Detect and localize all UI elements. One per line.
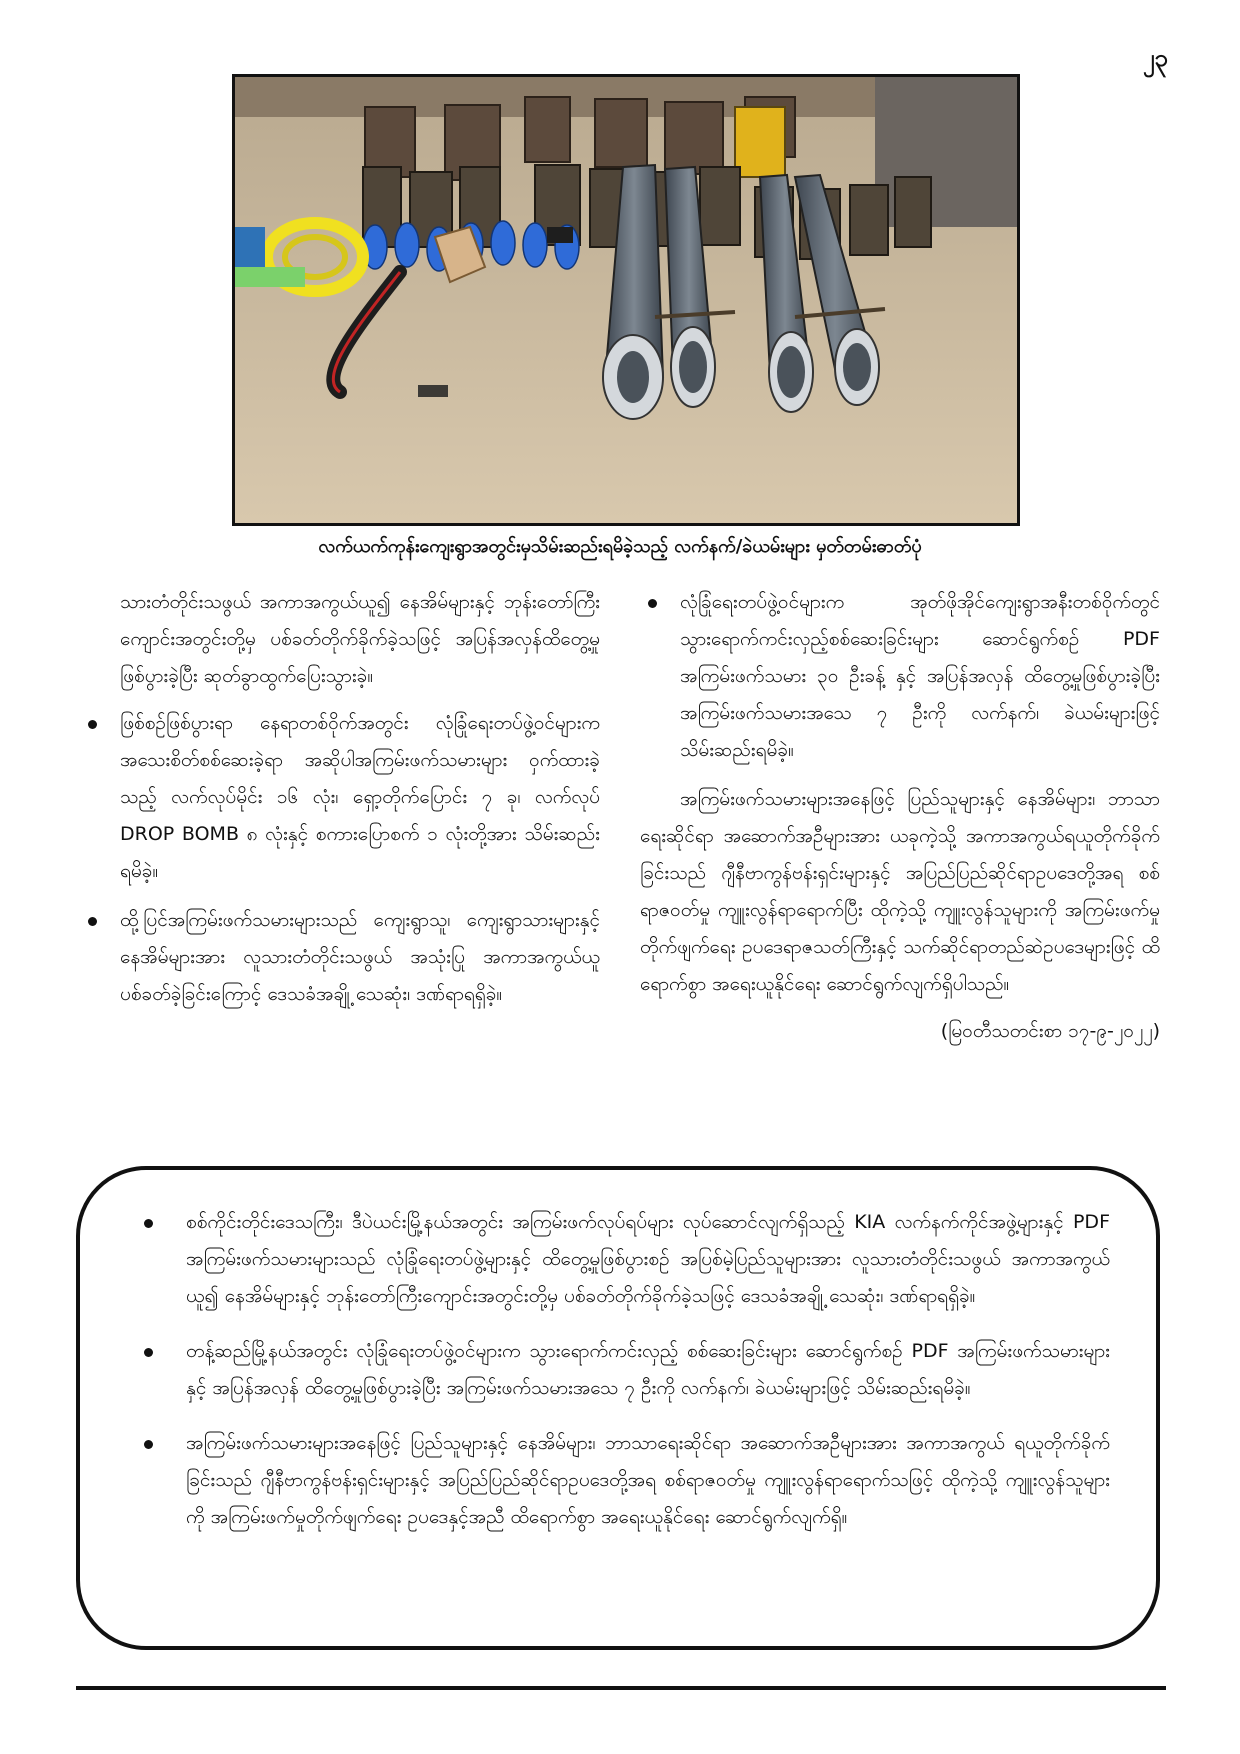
bullet-icon	[88, 720, 97, 729]
left-column	[80, 584, 600, 1025]
bullet-item	[80, 705, 600, 890]
summary-box	[76, 1166, 1160, 1650]
summary-bullet	[138, 1425, 1110, 1536]
summary-bullet	[138, 1204, 1110, 1315]
bullet-icon	[88, 917, 97, 926]
photo-seized-weapons-icon	[235, 77, 1017, 523]
bullet-item	[80, 902, 600, 1013]
bullet-text: ထို့ပြင်အကြမ်းဖက်သမားများသည် ကျေးရွာသူ၊ ကျေးရွာသားများနှင့် နေအိမ်များအား လူသားတံတိုင်းသဖွယ် အသုံးပြု အကာအကွယ်ယူပစ်ခတ်ခဲ့ခြင်းကြောင့် ဒေသခံအချို့ သေဆုံး၊ ဒဏ်ရာရရှိခဲ့။	[120, 909, 600, 1005]
bullet-item	[640, 584, 1160, 769]
seized-weapons-photo	[232, 74, 1020, 526]
summary-bullet-text: တန့်ဆည်မြို့နယ်အတွင်း လုံခြုံရေးတပ်ဖွဲ့ဝင်များက သွားရောက်ကင်းလှည့် စစ်ဆေးခြင်းများ ဆောင်ရွက်စဉ် PDF အကြမ်းဖက်သမားများနှင့် အပြန်အလှန် ထိတွေ့မှုဖြစ်ပွားခဲ့ပြီး အကြမ်းဖက်သမားအသေ ၇ ဦးကို လက်နက်၊ ခဲယမ်းများဖြင့် သိမ်းဆည်းရမိခဲ့။	[186, 1340, 1110, 1399]
bullet-text: လုံခြုံရေးတပ်ဖွဲ့ဝင်များက အုတ်ဖိုအိုင်ကျေးရွာအနီးတစ်ဝိုက်တွင် သွားရောက်ကင်းလှည့်စစ်ဆေးခြင်းများ ဆောင်ရွက်စဉ် PDF အကြမ်းဖက်သမား ၃၀ ဦးခန့် နှင့် အပြန်အလှန် ထိတွေ့မှုဖြစ်ပွားခဲ့ပြီး အကြမ်းဖက်သမားအသေ ၇ ဦးကို လက်နက်၊ ခဲယမ်းများဖြင့် သိမ်းဆည်းရမိခဲ့။	[680, 591, 1160, 761]
right-column	[640, 584, 1160, 1050]
summary-bullet-text: အကြမ်းဖက်သမားများအနေဖြင့် ပြည်သူများနှင့် နေအိမ်များ၊ ဘာသာရေးဆိုင်ရာ အဆောက်အဦများအား အကာအကွယ် ရယူတိုက်ခိုက်ခြင်းသည် ဂျီနီဗာကွန်ဗန်းရှင်းများနှင့် အပြည်ပြည်ဆိုင်ရာဥပဒေတို့အရ စစ်ရာဇဝတ်မှု ကျူးလွန်ရာရောက်သဖြင့် ထိုကဲ့သို့ ကျူးလွန်သူများကို အကြမ်းဖက်မှုတိုက်ဖျက်ရေး ဥပဒေနှင့်အညီ ထိရောက်စွာ အရေးယူနိုင်ရေး ဆောင်ရွက်လျက်ရှိ။	[186, 1432, 1110, 1528]
bullet-icon	[144, 1440, 153, 1449]
bullet-icon	[144, 1219, 153, 1228]
article-columns	[80, 584, 1160, 1154]
continued-paragraph: သားတံတိုင်းသဖွယ် အကာအကွယ်ယူ၍ နေအိမ်များနှင့် ဘုန်းတော်ကြီး ကျောင်းအတွင်းတို့မှ ပစ်ခတ်တိုက်ခိုက်ခဲ့သဖြင့် အပြန်အလှန်ထိတွေ့မှုဖြစ်ပွားခဲ့ပြီး ဆုတ်ခွာထွက်ပြေးသွားခဲ့။	[120, 591, 600, 687]
closing-paragraph: အကြမ်းဖက်သမားများအနေဖြင့် ပြည်သူများနှင့် နေအိမ်များ၊ ဘာသာရေးဆိုင်ရာ အဆောက်အဦများအား ယခုကဲ့သို့ အကာအကွယ်ရယူတိုက်ခိုက်ခြင်းသည် ဂျီနီဗာကွန်ဗန်းရှင်းများနှင့် အပြည်ပြည်ဆိုင်ရာဥပဒေတို့အရ စစ်ရာဇဝတ်မှု ကျူးလွန်ရာရောက်ပြီး ထိုကဲ့သို့ ကျူးလွန်သူများကို အကြမ်းဖက်မှုတိုက်ဖျက်ရေး ဥပဒေရာဇသတ်ကြီးနှင့် သက်ဆိုင်ရာတည်ဆဲဥပဒေများဖြင့် ထိရောက်စွာ အရေးယူနိုင်ရေး ဆောင်ရွက်လျက်ရှိပါသည်။	[640, 788, 1160, 995]
bullet-icon	[144, 1348, 153, 1357]
bullet-text: ဖြစ်စဉ်ဖြစ်ပွားရာ နေရာတစ်ဝိုက်အတွင်း လုံခြုံရေးတပ်ဖွဲ့ဝင်များက အသေးစိတ်စစ်ဆေးခဲ့ရာ အဆိုပါအကြမ်းဖက်သမားများ ဝှက်ထားခဲ့သည့် လက်လုပ်မိုင်း ၁၆ လုံး၊ ရှော့တိုက်ပြောင်း ၇ ခု၊ လက်လုပ် DROP BOMB ၈ လုံးနှင့် စကားပြောစက် ၁ လုံးတို့အား သိမ်းဆည်းရမိခဲ့။	[120, 712, 600, 882]
bottom-divider	[76, 1686, 1166, 1690]
summary-bullet	[138, 1333, 1110, 1407]
page-number: ၂၃	[1142, 44, 1168, 72]
summary-bullet-text: စစ်ကိုင်းတိုင်းဒေသကြီး၊ ဒီပဲယင်းမြို့နယ်အတွင်း အကြမ်းဖက်လုပ်ရပ်များ လုပ်ဆောင်လျက်ရှိသည့် KIA လက်နက်ကိုင်အဖွဲ့များနှင့် PDF အကြမ်းဖက်သမားများသည် လုံခြုံရေးတပ်ဖွဲ့များနှင့် ထိတွေ့မှုဖြစ်ပွားစဉ် အပြစ်မဲ့ပြည်သူများအား လူသားတံတိုင်းသဖွယ် အကာအကွယ်ယူ၍ နေအိမ်များနှင့် ဘုန်းတော်ကြီးကျောင်းအတွင်းတို့မှ ပစ်ခတ်တိုက်ခိုက်ခဲ့သဖြင့် ဒေသခံအချို့ သေဆုံး၊ ဒဏ်ရာရရှိခဲ့။	[186, 1211, 1110, 1307]
bullet-icon	[648, 599, 657, 608]
source-citation: (မြဝတီသတင်းစာ ၁၇-၉-၂၀၂၂)	[940, 1020, 1160, 1042]
photo-caption: လက်ယက်ကုန်းကျေးရွာအတွင်းမှသိမ်းဆည်းရမိခဲ့သည့် လက်နက်/ခဲယမ်းများ မှတ်တမ်းဓာတ်ပုံ	[318, 536, 922, 557]
